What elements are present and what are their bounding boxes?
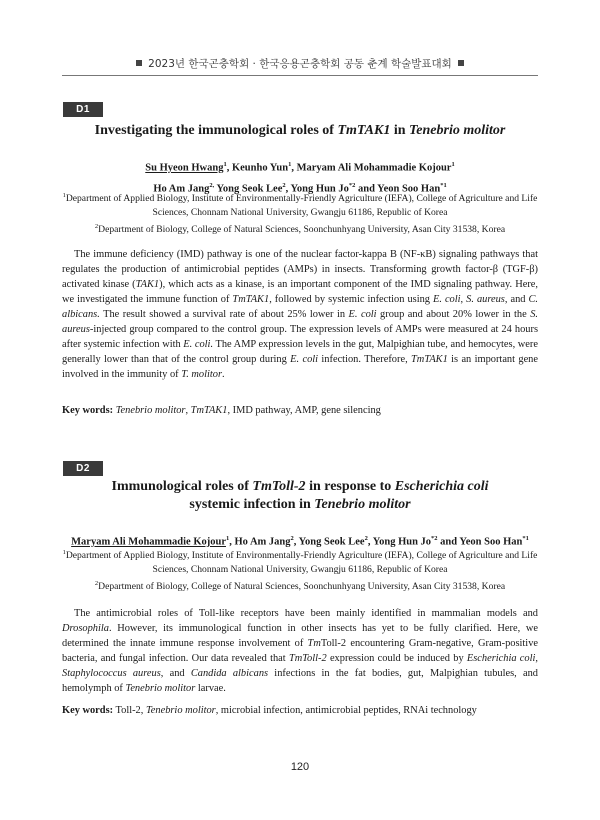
header-divider	[62, 75, 538, 76]
author-list: Su Hyeon Hwang$^1$, Keunho Yun$^1$, Maryam Ali Mohammadie Kojour$^1$ Ho Am Jang$^{2,}$ Yong Seok Lee$^2$, Yong Hun Jo$^{*2}$ and Yeon Soo Han$^{*1}$	[145, 161, 455, 194]
abstract-body: The antimicrobial roles of Toll-like receptors have been mainly identified in mammalian models and Drosophila. However, its immunological function in other insects has yet to be fully clarified. Here, we determined the innate immune response involvement of TmToll-2 encountering Gram-negative, Gram-positive bacteria, and fungal infection. Our data revealed that TmToll-2 expression could be induced by Escherichia coli, Staphylococcus aureus, and Candida albicans infections in the fat bodies, gut, Malpighian tubules, and hemolymph of Tenebrio molitor larvae.	[62, 608, 538, 694]
abstract-body: The immune deficiency (IMD) pathway is one of the nuclear factor-kappa B (NF-κB) signaling pathways that regulates the production of antimicrobial peptides (AMPs) in insects. Transforming growth factor-β (TGF-β) activated kinase (TAK1), which acts as a kinase, is an important component of the IMD signaling pathway. Here, we investigated the immune function of TmTAK1, followed by systemic infection using E. coli, S. aureus, and C. albicans. The result showed a survival rate of about 25% lower in E. coli group and about 20% lower in the S. aureus-injected group compared to the control group. The expression levels of AMPs were measured at 24 hours after systemic infection with E. coli. The AMP expression levels in the gut, Malpighian tube, and hemocytes, were generally lower than that of the control group during E. coli infection. Therefore, TmTAK1 is an important gene involved in the immunity of T. molitor.	[62, 249, 539, 380]
abstract-title: Immunological roles of TmToll-2 in response to Escherichia coli systemic infection in Tenebrio molitor	[111, 479, 489, 512]
presenting-author: Maryam Ali Mohammadie Kojour	[71, 536, 226, 548]
presenting-author: Su Hyeon Hwang	[145, 162, 224, 174]
affiliation-2: $^2$Department of Biology, College of Natural Sciences, Soonchunhyang University, Asan City 31538, Korea	[94, 223, 506, 236]
square-bullet-icon	[458, 60, 464, 66]
conference-header	[0, 56, 600, 71]
affiliations	[62, 546, 538, 594]
affiliation-1: $^1$Department of Applied Biology, Institute of Environmentally-Friendly Agriculture (IEFA), College of Agriculture and Life Sciences, Chonnam National University, Gwangju 61186, Republic of Korea	[62, 192, 538, 219]
affiliation-1: $^1$Department of Applied Biology, Institute of Environmentally-Friendly Agriculture (IEFA), College of Agriculture and Life Sciences, Chonnam National University, Gwangju 61186, Republic of Korea	[62, 549, 538, 576]
keywords: Key words: Toll-2, Tenebrio molitor, microbial infection, antimicrobial peptides, RNAi technology	[62, 705, 477, 716]
keywords: Key words: Tenebrio molitor, TmTAK1, IMD pathway, AMP, gene silencing	[62, 405, 381, 416]
page-number: 120	[290, 761, 310, 773]
abstract-id-badge: D1	[63, 102, 103, 117]
abstract-id-badge: D2	[63, 461, 103, 476]
author-list: Maryam Ali Mohammadie Kojour$^1$, Ho Am Jang$^2$, Yong Seok Lee$^2$, Yong Hun Jo$^{*2}$ and Yeon Soo Han$^{*1}$	[71, 535, 529, 548]
square-bullet-icon	[136, 60, 142, 66]
affiliation-2: $^2$Department of Biology, College of Natural Sciences, Soonchunhyang University, Asan City 31538, Korea	[94, 580, 506, 593]
keywords-label: Key words:	[62, 405, 114, 416]
keywords-label: Key words:	[62, 705, 114, 716]
abstract-title: Investigating the immunological roles of TmTAK1 in Tenebrio molitor	[94, 123, 506, 138]
conference-title: 2023년 한국곤충학회 · 한국응용곤충학회 공동 춘계 학술발표대회	[148, 58, 452, 70]
affiliations	[62, 189, 538, 237]
